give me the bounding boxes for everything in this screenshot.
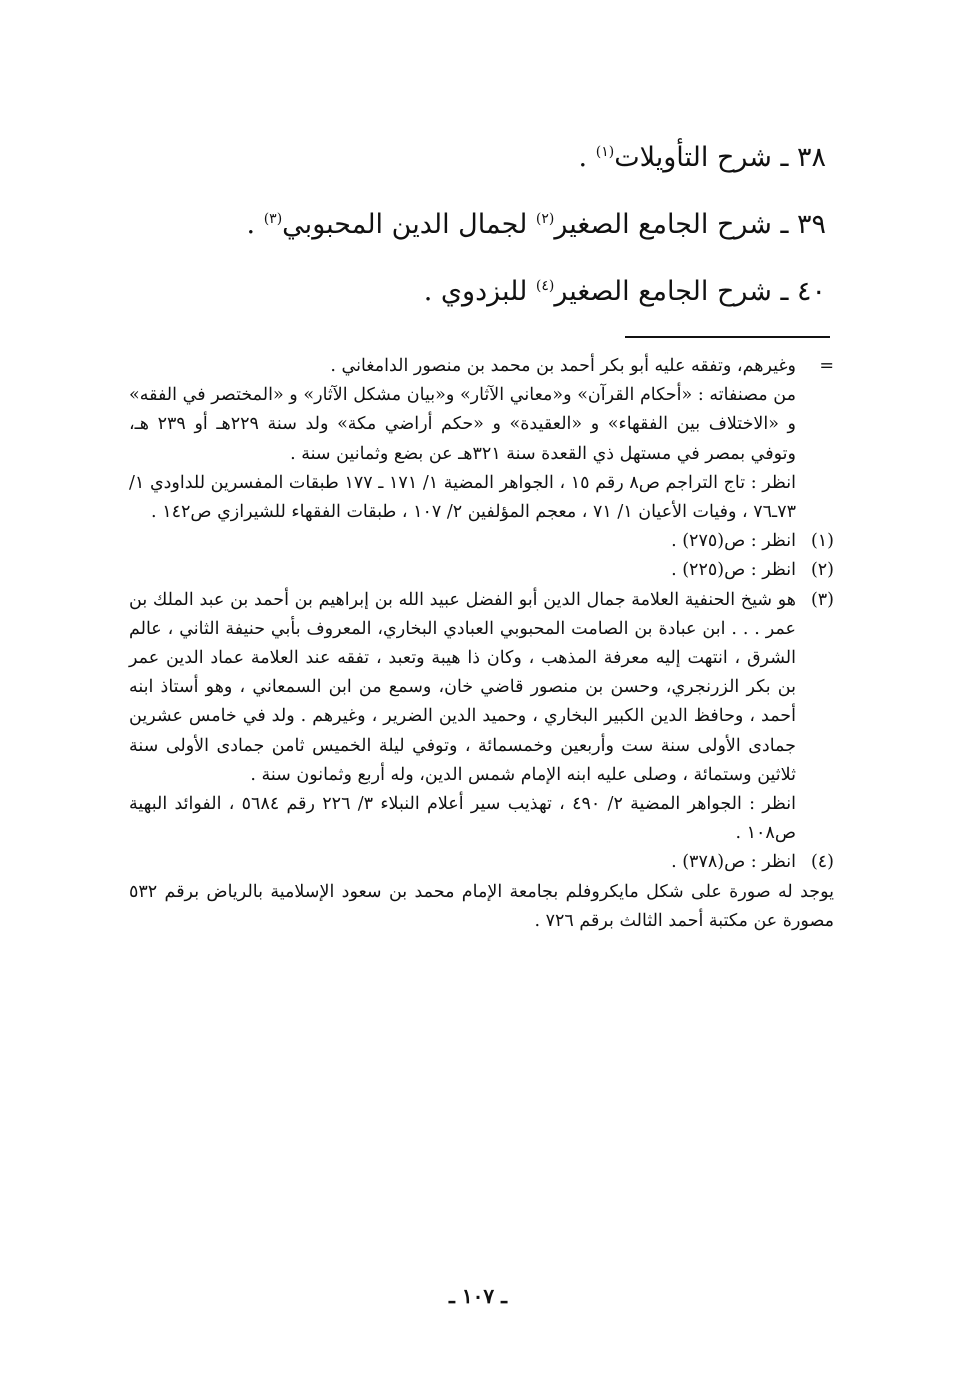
item-text-continued: لجمال الدين المحبوبي [282, 209, 536, 240]
footnote-paragraph: وغيرهم، وتفقه عليه أبو بكر أحمد بن محمد بن منصور الدامغاني . [330, 356, 796, 376]
footnotes [129, 352, 834, 936]
footnote-marker: (٢) [810, 560, 834, 581]
item-tail: . [578, 142, 596, 173]
footnote-2 [129, 556, 834, 585]
footnote-continuation [129, 352, 834, 527]
footnote-ref: (٣) [263, 211, 283, 227]
item-text: ٣٩ ـ شرح الجامع الصغير [554, 209, 826, 240]
footnote-divider [625, 336, 830, 338]
page-number: ـ ١٠٧ ـ [449, 1284, 507, 1308]
item-tail: . [246, 209, 264, 240]
footnote-paragraph: انظر : ص(٢٢٥) . [671, 560, 796, 581]
list-item [126, 140, 826, 176]
footnote-ref: (٢) [535, 211, 555, 227]
footnote-ref: (٤) [535, 278, 555, 294]
footnote-3 [129, 586, 834, 849]
footnote-4 [129, 848, 834, 877]
item-tail: للبزدوي . [423, 276, 536, 307]
item-text: ٣٨ ـ شرح التأويلات [614, 142, 826, 173]
footnote-paragraph: انظر : الجواهر المضية ٢/ ٤٩٠ ، تهذيب سير أعلام النبلاء ٣/ ٢٢٦ رقم ٥٦٨٤ ، الفوائد البهية ص١٠٨ . [129, 794, 796, 844]
footnote-paragraph: هو شيخ الحنفية العلامة جمال الدين أبو الفضل عبيد الله بن إبراهيم بن أحمد بن عبد الملك بن عمر . . . ابن عبادة بن الصامت المحبوبي العبادي البخاري، المعروف بأبي حنيفة الثاني ، عالم الشرق ، انتهت إليه معرفة المذهب ، وكان ذا هيبة وتعبد ، تفقه عند العلامة عماد الدين عمر بن بكر الزرنجري، وحسن بن منصور قاضي خان، وسمع من ابن السمعاني ، وهو أستاذ ابنه أحمد ، وحافظ الدين الكبير البخاري ، وحميد الدين الضرير ، وغيرهم . ولد في خامس عشرين جمادى الأولى سنة ست وأربعين وخمسمائة ، وتوفي ليلة الخميس ثامن جمادى الأولى سنة ثلاثين وستمائة ، وصلى عليه ابنه الإمام شمس الدين، وله أربع وثمانون سنة . [129, 589, 796, 785]
footnote-paragraph: انظر : ص(٣٧٨) . [671, 852, 796, 873]
footnote-4-extra [129, 878, 834, 936]
list-item [126, 274, 826, 310]
continuation-marker: = [819, 356, 834, 376]
item-text: ٤٠ ـ شرح الجامع الصغير [554, 276, 826, 307]
main-text [126, 140, 826, 341]
footnote-paragraph: يوجد له صورة على شكل مايكروفلم بجامعة الإمام محمد بن سعود الإسلامية بالرياض برقم ٥٣٢ مصورة عن مكتبة أحمد الثالث برقم ٧٢٦ . [129, 881, 834, 931]
footnote-marker: (٣) [810, 589, 834, 610]
footnote-marker: (٤) [810, 852, 834, 873]
list-item [126, 207, 826, 243]
footnote-1 [129, 527, 834, 556]
footnote-marker: (١) [810, 531, 834, 552]
footnote-paragraph: من مصنفاته : «أحكام القرآن» و«معاني الآثار» و«بيان مشكل الآثار» و «المختصر في الفقه» و «الاختلاف بين الفقهاء» و «العقيدة» و «حكم أراضي مكة» ولد سنة ٢٢٩هـ أو ٢٣٩ هـ، وتوفي بمصر في مستهل ذي القعدة سنة ٣٢١هـ عن بضع وثمانين سنة . [129, 385, 796, 464]
footnote-ref: (١) [595, 144, 615, 160]
footnote-paragraph: انظر : تاج التراجم ص٨ رقم ١٥ ، الجواهر المضية ١/ ١٧١ ـ ١٧٧ طبقات المفسرين للداودي ١/ ٧٣ـ٧٦ ، وفيات الأعيان ١/ ٧١ ، معجم المؤلفين ٢/ ١٠٧ ، طبقات الفقهاء للشيرازي ص١٤٢ . [129, 472, 796, 523]
footnote-paragraph: انظر : ص(٢٧٥) . [671, 531, 796, 552]
